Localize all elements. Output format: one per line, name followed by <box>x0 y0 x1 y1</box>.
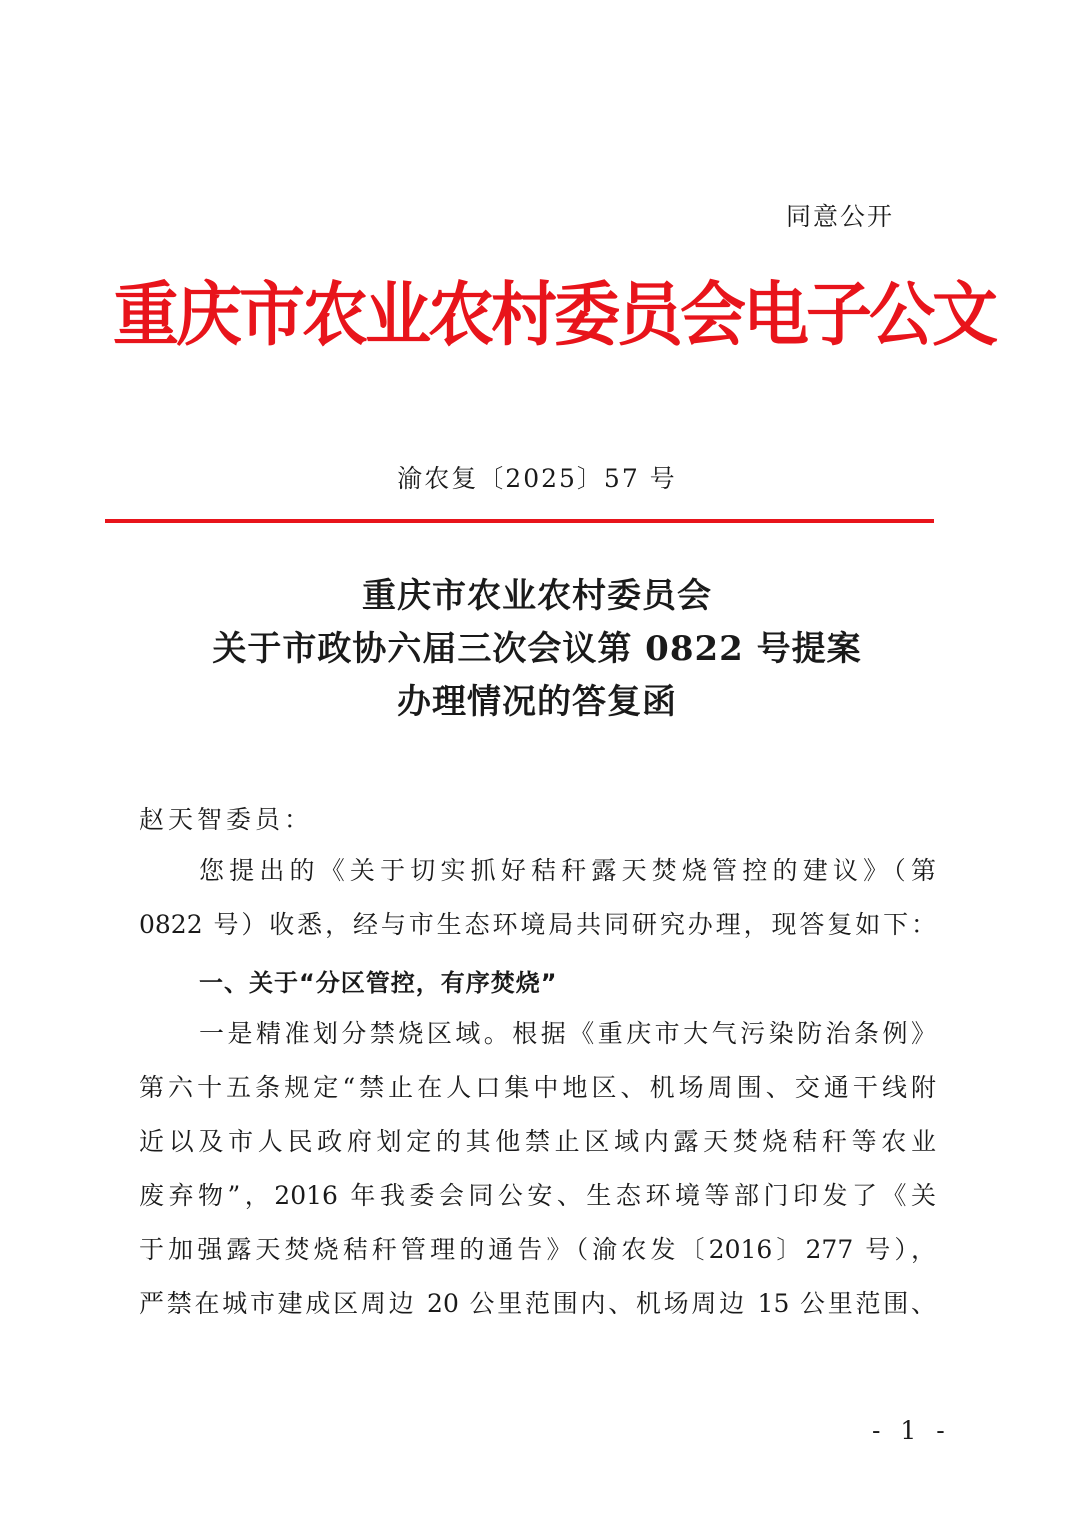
paragraph-line-1: 一是精准划分禁烧区域。根据《重庆市大气污染防治条例》 <box>199 1019 936 1048</box>
paragraph-line-4: 废弃物”，2016 年我委会同公安、生态环境等部门印发了《关 <box>139 1181 936 1210</box>
red-divider-line <box>105 519 934 523</box>
intro-line-1: 您提出的《关于切实抓好秸秆露天焚烧管控的建议》（第 <box>199 856 936 885</box>
title-line-3: 办理情况的答复函 <box>397 682 677 722</box>
public-disclosure-note: 同意公开 <box>786 202 895 231</box>
section-heading: 一、关于“分区管控，有序焚烧” <box>199 969 558 997</box>
title-line-2: 关于市政协六届三次会议第 0822 号提案 <box>212 629 862 669</box>
document-title <box>0 570 1074 729</box>
paragraph-line-5: 于加强露天焚烧秸秆管理的通告》（渝农发〔2016〕277 号）， <box>139 1235 936 1264</box>
title-line-1: 重庆市农业农村委员会 <box>362 576 712 616</box>
salutation: 赵天智委员： <box>139 805 314 834</box>
masthead-title: 重庆市农业农村委员会电子公文 <box>113 274 995 356</box>
paragraph-line-2: 第六十五条规定“禁止在人口集中地区、机场周围、交通干线附 <box>139 1073 936 1102</box>
document-number: 渝农复〔2025〕57 号 <box>397 464 677 493</box>
intro-line-2: 0822 号）收悉，经与市生态环境局共同研究办理，现答复如下： <box>139 910 936 939</box>
paragraph-line-6: 严禁在城市建成区周边 20 公里范围内、机场周边 15 公里范围、 <box>139 1289 936 1318</box>
page-number: - 1 - <box>872 1416 951 1445</box>
paragraph-line-3: 近以及市人民政府划定的其他禁止区域内露天焚烧秸秆等农业 <box>139 1127 936 1156</box>
